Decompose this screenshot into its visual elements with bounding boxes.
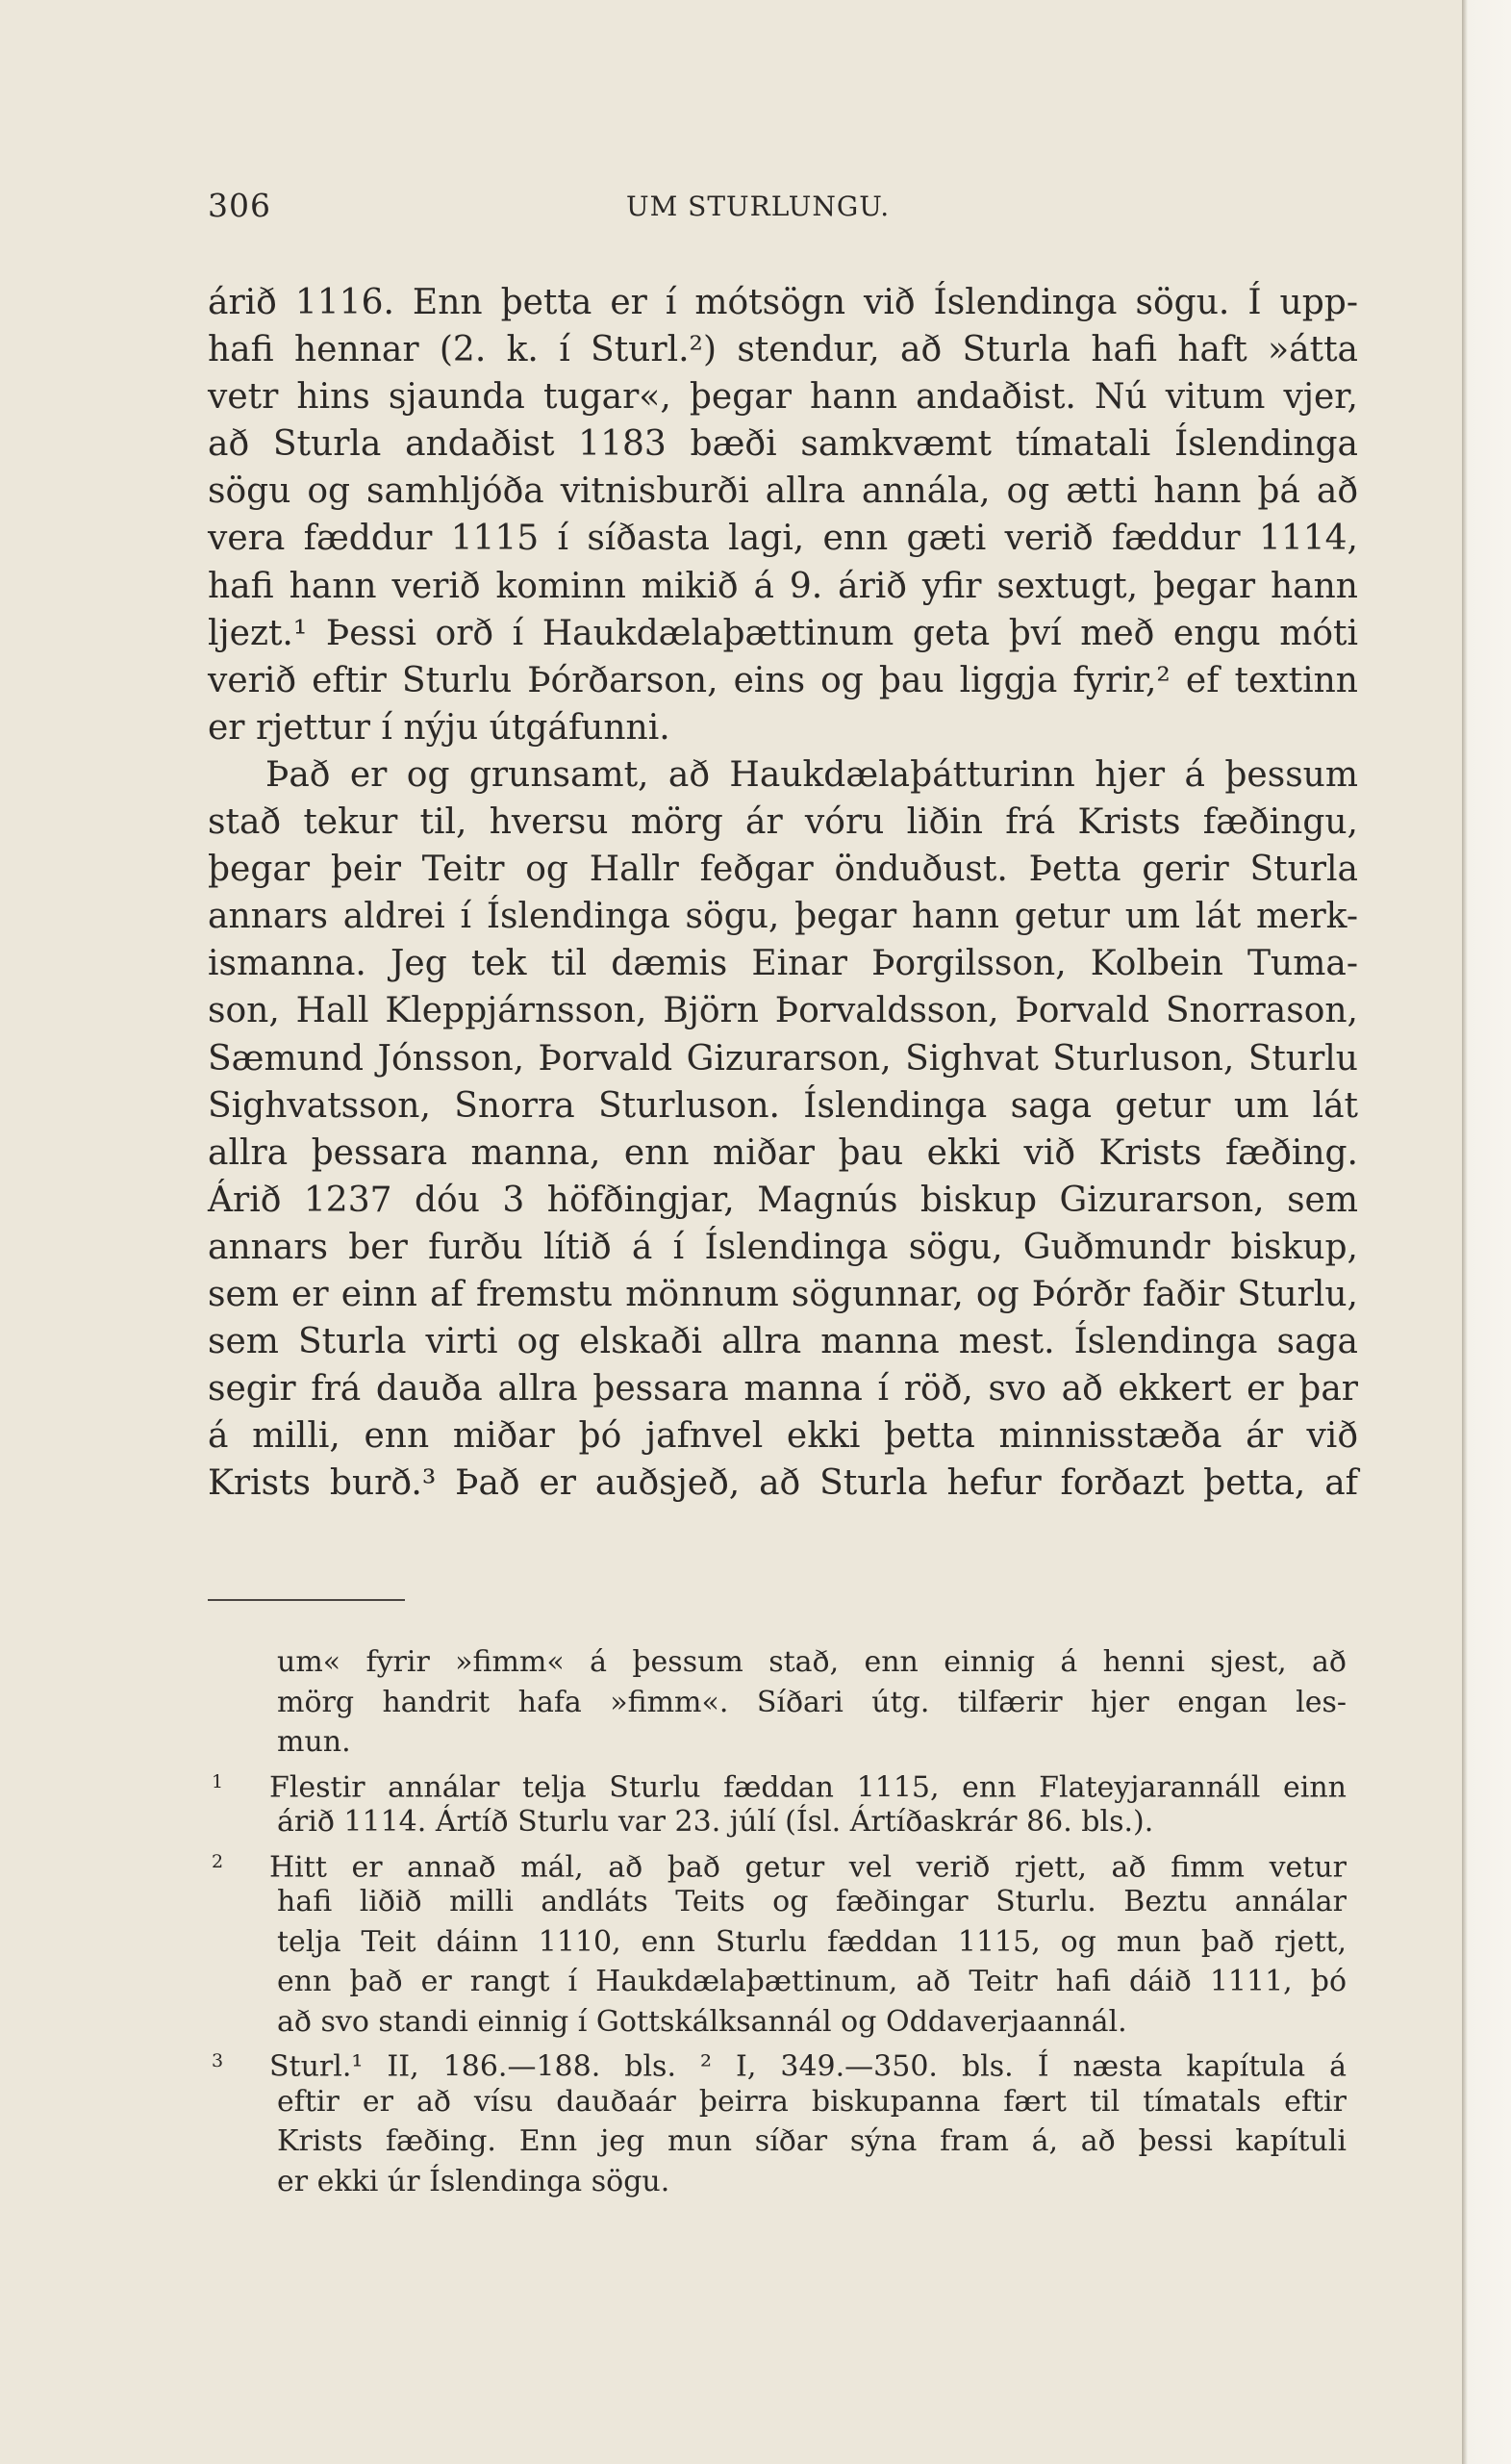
body-line: hafi hann verið kominn mikið á 9. árið yfir sextugt, þegar hann: [208, 566, 1358, 606]
footnote-text: Sturl.¹ II, 186.—188. bls. ² I, 349.—350. bls. Í næsta kapítula á: [269, 2049, 1347, 2084]
footnote-line: hafi liðið milli andláts Teits og fæðingar Sturlu. Beztu annálar: [277, 1885, 1347, 1918]
footnote-mark: 3: [212, 2050, 224, 2071]
footnote-mark: 2: [212, 1850, 224, 1872]
running-head: UM STURLUNGU.: [626, 191, 891, 222]
body-text: [208, 279, 1358, 1507]
body-line: Sæmund Jónsson, Þorvald Gizurarson, Sighvat Sturluson, Sturlu: [208, 1038, 1358, 1079]
page-header: [208, 187, 1377, 229]
footnote-line: enn það er rangt í Haukdælaþættinum, að Teitr hafi dáið 1111, þó: [277, 1965, 1347, 1998]
footnote-line: er ekki úr Íslendinga sögu.: [277, 2164, 670, 2198]
body-line: ismanna. Jeg tek til dæmis Einar Þorgilsson, Kolbein Tuma-: [208, 944, 1358, 984]
adjacent-page-edge: [1462, 0, 1511, 2464]
body-line: hafi hennar (2. k. í Sturl.²) stendur, að Sturla hafi haft »átta: [208, 330, 1358, 370]
body-line: verið eftir Sturlu Þórðarson, eins og þau liggja fyrir,² ef textinn: [208, 660, 1358, 700]
footnote-continuation-line: mörg handrit hafa »fimm«. Síðari útg. tilfærir hjer engan les-: [277, 1685, 1347, 1719]
footnote-divider: [208, 1599, 405, 1601]
footnote-line: eftir er að vísu dauðaár þeirra biskupanna fært til tímatals eftir: [277, 2084, 1347, 2119]
body-line: segir frá dauða allra þessara manna í röð, svo að ekkert er þar: [208, 1369, 1358, 1410]
footnote-mark: 1: [212, 1770, 224, 1792]
footnotes: [212, 1642, 1347, 2201]
body-line: árið 1116. Enn þetta er í mótsögn við Íslendinga sögu. Í upp-: [208, 283, 1358, 322]
body-line: ljezt.¹ Þessi orð í Haukdælaþættinum geta því með engu móti: [208, 613, 1358, 653]
footnote-1: [212, 1763, 1347, 1803]
footnote-line: að svo standi einnig í Gottskálksannál og Oddaverjaannál.: [277, 2004, 1127, 2039]
body-line: sögu og samhljóða vitnisburði allra annála, og ætti hann þá að: [208, 471, 1358, 512]
footnote-continuation-line: mun.: [277, 1725, 351, 1759]
body-line: á milli, enn miðar þó jafnvel ekki þetta minnisstæða ár við: [208, 1416, 1358, 1457]
body-line: vetr hins sjaunda tugar«, þegar hann andaðist. Nú vitum vjer,: [208, 377, 1358, 418]
body-line: Sighvatsson, Snorra Sturluson. Íslendinga saga getur um lát: [208, 1085, 1358, 1126]
footnote-line: Krists fæðing. Enn jeg mun síðar sýna fram á, að þessi kapítuli: [277, 2124, 1347, 2158]
body-line: annars ber furðu lítið á í Íslendinga sögu, Guðmundr biskup,: [208, 1227, 1358, 1267]
body-line: stað tekur til, hversu mörg ár vóru liðin frá Krists fæðingu,: [208, 802, 1358, 843]
footnote-2: [212, 1842, 1347, 1883]
body-line: Krists burð.³ Það er auðsjeð, að Sturla hefur forðazt þetta, af: [208, 1463, 1358, 1504]
page-number: 306: [208, 187, 271, 224]
body-line: annars aldrei í Íslendinga sögu, þegar hann getur um lát merk-: [208, 897, 1358, 937]
body-line: son, Hall Kleppjárnsson, Björn Þorvaldsson, Þorvald Snorrason,: [208, 991, 1358, 1031]
body-line: vera fæddur 1115 í síðasta lagi, enn gæti verið fæddur 1114,: [208, 519, 1358, 559]
footnote-line: telja Teit dáinn 1110, enn Sturlu fæddan 1115, og mun það rjett,: [277, 1924, 1347, 1959]
footnote-line: árið 1114. Ártíð Sturlu var 23. júlí (Ísl. Ártíðaskrár 86. bls.).: [277, 1805, 1154, 1839]
paragraph-start-line: Það er og grunsamt, að Haukdælaþátturinn hjer á þessum: [265, 754, 1358, 795]
body-line: sem Sturla virti og elskaði allra manna mest. Íslendinga saga: [208, 1322, 1358, 1362]
footnote-3: [212, 2042, 1347, 2082]
body-line: Árið 1237 dóu 3 höfðingjar, Magnús biskup Gizurarson, sem: [208, 1180, 1358, 1220]
footnote-text: Hitt er annað mál, að það getur vel verið rjett, að fimm vetur: [269, 1850, 1347, 1884]
body-line: sem er einn af fremstu mönnum sögunnar, og Þórðr faðir Sturlu,: [208, 1274, 1358, 1314]
footnote-text: Flestir annálar telja Sturlu fæddan 1115, enn Flateyjarannáll einn: [269, 1770, 1347, 1804]
footnote-continuation-line: um« fyrir »fimm« á þessum stað, enn einnig á henni sjest, að: [277, 1645, 1347, 1679]
body-line: allra þessara manna, enn miðar þau ekki við Krists fæðing.: [208, 1132, 1358, 1173]
body-line: er rjettur í nýju útgáfunni.: [208, 707, 670, 748]
body-line: þegar þeir Teitr og Hallr feðgar önduðust. Þetta gerir Sturla: [208, 850, 1358, 890]
body-line: að Sturla andaðist 1183 bæði samkvæmt tímatali Íslendinga: [208, 424, 1358, 465]
